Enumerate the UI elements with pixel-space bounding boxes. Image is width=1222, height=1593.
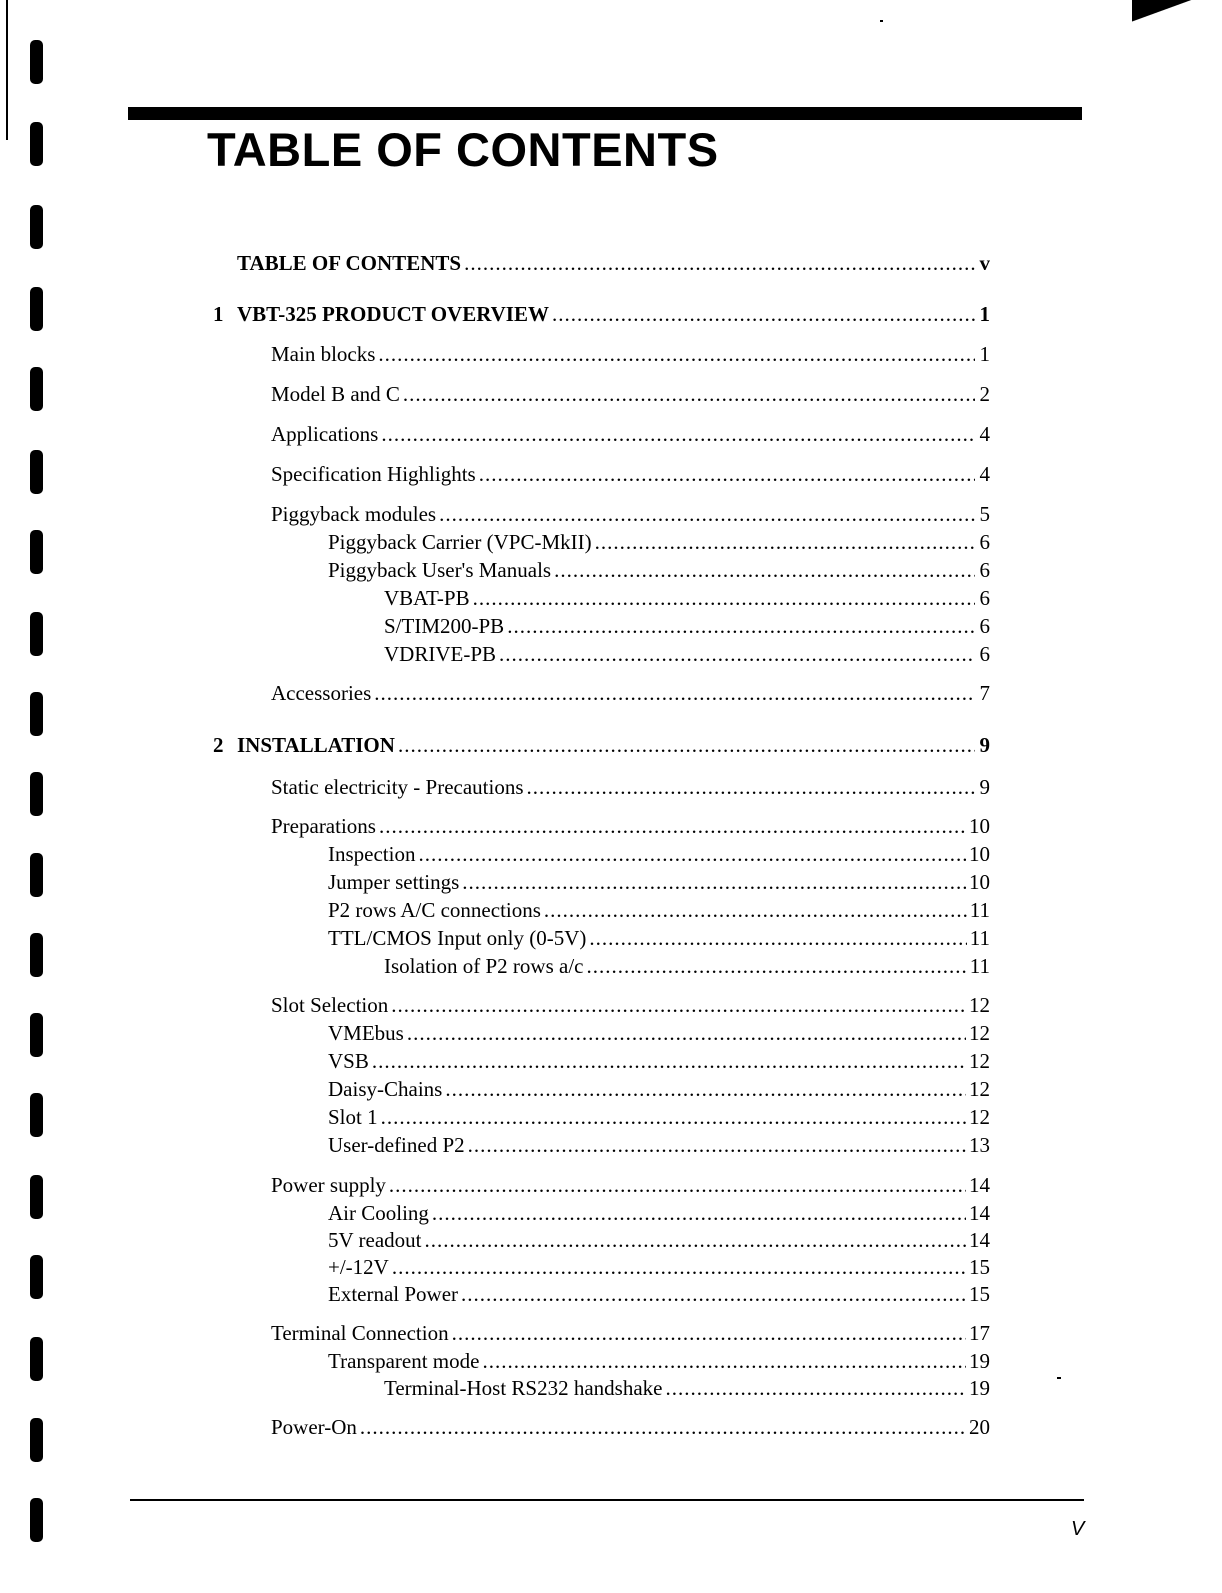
- toc-page-number: 13: [969, 1133, 990, 1157]
- toc-entry-label: VMEbus: [328, 1021, 404, 1045]
- toc-page-number: 12: [969, 1049, 990, 1073]
- toc-entry-label: Static electricity - Precautions: [271, 775, 524, 799]
- toc-dot-leader: [507, 612, 975, 640]
- toc-entry-label: VBT-325 PRODUCT OVERVIEW: [237, 302, 549, 326]
- toc-page-number: 10: [969, 814, 990, 838]
- toc-entry[interactable]: [328, 528, 990, 556]
- toc-page-number: 15: [969, 1255, 990, 1279]
- toc-entry-label: INSTALLATION: [237, 733, 395, 757]
- toc-dot-leader: [666, 1374, 967, 1402]
- toc-dot-leader: [468, 1131, 966, 1159]
- bottom-rule: [130, 1499, 1084, 1501]
- toc-entry[interactable]: [328, 924, 990, 952]
- toc-entry-label: Jumper settings: [328, 870, 460, 894]
- toc-page-number: 11: [969, 954, 990, 978]
- toc-entry[interactable]: [384, 612, 990, 640]
- toc-dot-leader: [586, 952, 966, 980]
- toc-entry[interactable]: [271, 1413, 990, 1441]
- toc-dot-leader: [389, 1171, 966, 1199]
- toc-page-number: 12: [969, 993, 990, 1017]
- toc-page-number: 19: [969, 1376, 990, 1400]
- toc-entry[interactable]: [328, 1047, 990, 1075]
- toc-dot-leader: [464, 249, 975, 277]
- toc-entry-label: Slot Selection: [271, 993, 389, 1017]
- toc-page-number: 9: [979, 775, 990, 799]
- toc-page-number: 6: [979, 642, 990, 666]
- toc-entry[interactable]: [271, 460, 990, 488]
- toc-dot-leader: [554, 556, 975, 584]
- toc-entry[interactable]: [328, 1253, 990, 1281]
- toc-entry[interactable]: [213, 731, 990, 759]
- toc-entry-label: TABLE OF CONTENTS: [237, 251, 462, 275]
- toc-entry-label: VSB: [328, 1049, 369, 1073]
- toc-entry-label: Power supply: [271, 1173, 386, 1197]
- toc-entry[interactable]: [271, 500, 990, 528]
- toc-entry[interactable]: [271, 679, 990, 707]
- toc-entry-label: Air Cooling: [328, 1201, 429, 1225]
- toc-dot-leader: [425, 1226, 966, 1254]
- toc-chapter-number: 2: [213, 733, 224, 757]
- toc-entry-label: Terminal-Host RS232 handshake: [384, 1376, 663, 1400]
- toc-entry-label: Preparations: [271, 814, 376, 838]
- page-title: TABLE OF CONTENTS: [207, 123, 719, 176]
- toc-page-number: 11: [969, 898, 990, 922]
- toc-page-number: 9: [979, 733, 990, 757]
- toc-entry-label: Inspection: [328, 842, 416, 866]
- toc-page-number: 6: [979, 530, 990, 554]
- toc-page-number: 6: [979, 558, 990, 582]
- toc-entry[interactable]: [328, 896, 990, 924]
- toc-entry-label: External Power: [328, 1282, 459, 1306]
- toc-entry-label: Slot 1: [328, 1105, 378, 1129]
- toc-page-number: 7: [979, 681, 990, 705]
- toc-page-number: 14: [969, 1228, 990, 1252]
- toc-entry-label: Piggyback Carrier (VPC-MkII): [328, 530, 592, 554]
- toc-entry[interactable]: [271, 991, 990, 1019]
- page-number: V: [1071, 1518, 1085, 1540]
- toc-entry[interactable]: [271, 812, 990, 840]
- toc-entry-label: Model B and C: [271, 382, 400, 406]
- toc-entry[interactable]: [271, 773, 990, 801]
- toc-dot-leader: [527, 773, 976, 801]
- toc-dot-leader: [589, 924, 966, 952]
- toc-entry-label: Piggyback modules: [271, 502, 437, 526]
- toc-entry-label: S/TIM200-PB: [384, 614, 505, 638]
- toc-dot-leader: [439, 500, 975, 528]
- toc-entry[interactable]: [271, 380, 990, 408]
- toc-entry[interactable]: [328, 1019, 990, 1047]
- toc-dot-leader: [360, 1413, 966, 1441]
- toc-dot-leader: [452, 1319, 966, 1347]
- toc-page-number: 17: [969, 1321, 990, 1345]
- toc-page-number: 10: [969, 870, 990, 894]
- toc-entry[interactable]: [271, 1319, 990, 1347]
- toc-entry[interactable]: [384, 640, 990, 668]
- toc-page-number: 12: [969, 1021, 990, 1045]
- toc-entry[interactable]: [328, 1199, 990, 1227]
- toc-entry[interactable]: [213, 300, 990, 328]
- toc-entry-label: Terminal Connection: [271, 1321, 449, 1345]
- toc-dot-leader: [552, 300, 975, 328]
- toc-entry-label: Applications: [271, 422, 379, 446]
- toc-dot-leader: [544, 896, 967, 924]
- toc-dot-leader: [398, 731, 975, 759]
- toc-entry-label: P2 rows A/C connections: [328, 898, 541, 922]
- toc-entry-label: Specification Highlights: [271, 462, 476, 486]
- toc-page-number: v: [979, 251, 990, 275]
- toc-entry-label: 5V readout: [328, 1228, 422, 1252]
- toc-dot-leader: [374, 679, 975, 707]
- toc-entry[interactable]: [384, 952, 990, 980]
- toc-page-number: 20: [969, 1415, 990, 1439]
- toc-entry[interactable]: [328, 1280, 990, 1308]
- toc-entry[interactable]: [328, 1131, 990, 1159]
- toc-entry[interactable]: [384, 584, 990, 612]
- toc-entry[interactable]: [328, 1103, 990, 1131]
- toc-entry[interactable]: [271, 1171, 990, 1199]
- toc-entry-label: TTL/CMOS Input only (0-5V): [328, 926, 587, 950]
- toc-entry[interactable]: [271, 420, 990, 448]
- toc-dot-leader: [381, 1103, 966, 1131]
- toc-entry-label: Transparent mode: [328, 1349, 480, 1373]
- toc-dot-leader: [499, 640, 975, 668]
- toc-dot-leader: [407, 1019, 966, 1047]
- toc-page-number: 10: [969, 842, 990, 866]
- toc-page-number: 6: [979, 586, 990, 610]
- toc-dot-leader: [462, 868, 966, 896]
- toc-page-number: 2: [979, 382, 990, 406]
- toc-page-number: 4: [979, 422, 990, 446]
- toc-dot-leader: [479, 460, 975, 488]
- toc-dot-leader: [378, 340, 975, 368]
- toc-page-number: 15: [969, 1282, 990, 1306]
- toc-dot-leader: [418, 840, 966, 868]
- toc-entry[interactable]: [328, 1075, 990, 1103]
- toc-entry-label: User-defined P2: [328, 1133, 465, 1157]
- toc-page-number: 12: [969, 1105, 990, 1129]
- toc-dot-leader: [473, 584, 975, 612]
- toc-page-number: 4: [979, 462, 990, 486]
- toc-dot-leader: [482, 1347, 966, 1375]
- toc-entry-label: Power-On: [271, 1415, 357, 1439]
- toc-page-number: 12: [969, 1077, 990, 1101]
- toc-dot-leader: [445, 1075, 966, 1103]
- toc-entry-label: Piggyback User's Manuals: [328, 558, 552, 582]
- toc-entry-label: Isolation of P2 rows a/c: [384, 954, 584, 978]
- toc-page-number: 14: [969, 1201, 990, 1225]
- toc-chapter-number: 1: [213, 302, 224, 326]
- toc-dot-leader: [595, 528, 975, 556]
- toc-dot-leader: [391, 991, 966, 1019]
- toc-page-number: 14: [969, 1173, 990, 1197]
- toc-entry[interactable]: [328, 1347, 990, 1375]
- toc-entry[interactable]: [328, 840, 990, 868]
- toc-entry[interactable]: [328, 1226, 990, 1254]
- toc-entry-label: Main blocks: [271, 342, 376, 366]
- toc-entry[interactable]: [384, 1374, 990, 1402]
- toc-dot-leader: [381, 420, 975, 448]
- toc-page-number: 11: [969, 926, 990, 950]
- toc-dot-leader: [379, 812, 966, 840]
- toc-page-number: 6: [979, 614, 990, 638]
- toc-dot-leader: [372, 1047, 966, 1075]
- toc-page-number: 1: [979, 302, 990, 326]
- toc-entry[interactable]: [328, 868, 990, 896]
- toc-dot-leader: [461, 1280, 966, 1308]
- toc-dot-leader: [403, 380, 975, 408]
- toc-entry-label: Accessories: [271, 681, 372, 705]
- toc-entry[interactable]: [328, 556, 990, 584]
- toc-entry-label: Daisy-Chains: [328, 1077, 443, 1101]
- toc-page-number: 19: [969, 1349, 990, 1373]
- toc-page-number: 5: [979, 502, 990, 526]
- toc-entry-label: VBAT-PB: [384, 586, 470, 610]
- toc-dot-leader: [432, 1199, 966, 1227]
- toc-entry-label: VDRIVE-PB: [384, 642, 497, 666]
- toc-dot-leader: [392, 1253, 966, 1281]
- toc-entry[interactable]: [271, 340, 990, 368]
- toc-page-number: 1: [979, 342, 990, 366]
- toc-entry[interactable]: [213, 249, 990, 277]
- toc-entry-label: +/-12V: [328, 1255, 389, 1279]
